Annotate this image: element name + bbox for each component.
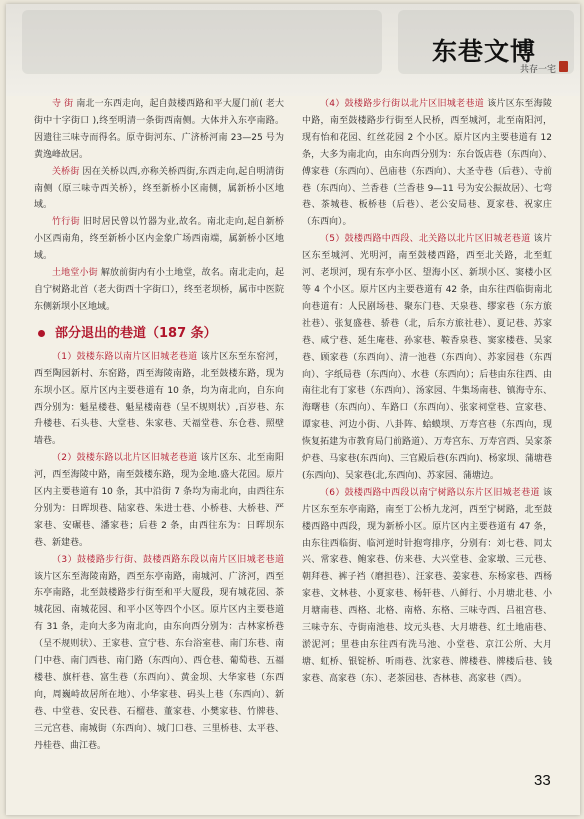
- brand-title: 东巷文博: [431, 37, 536, 66]
- section-item-5: （5）鼓楼西路中西段、北关路以北片区旧城老巷道 该片区东至城河、光明河，南至鼓楼西路，西至北关路，北至虹河、老坝河，现有东亭小区、望海小区、新坝小区、窦楼小区等 4 个小区。原片区内主要巷道有 42 条，由东往西临街南北向巷道有：人民剧场巷、聚东门巷、天泉巷、缪家巷（东方旅社巷）、张复盛巷、骄巷（北，后东方旅社巷）、夏记巷、苏家巷、咸宁巷、延生庵巷、孙家巷、鞍香泉巷、窦家楼巷、吴家巷、顾家巷（东西向）、清一池巷（东西向）、苏家园巷（东西向）、字纸局巷（东西向）、水巷（东西向）；后巷由东往西、由南往北有丁家巷（东西向）、汤家园、牛集场南巷、镇海寺东、海曙巷（东西向）、车路口（东西向）、张家祠堂巷、宣家巷、谭家巷、河边小街、八卦阵、蛤蟆坝、万寿宫巷（东西向，现恢复拓建为市教育局门前路道）、万寿宫东、万寿宫西、吴家茶炉巷、马家巷(东西向)、三官殿后巷(东西向)、杨家坝、蒲塘巷(东西向)、吴家巷(北,东西向)、苏家园、蒲塘边。: [302, 234, 552, 481]
- page-number: 33: [534, 772, 551, 789]
- term-zhuhang-jie: 竹行街: [52, 217, 80, 228]
- page: [6, 4, 580, 815]
- section-item-2: （2）鼓楼东路以北片区旧城老巷道 该片区东、北至南阳河，西至海陵中路，南至鼓楼东路，现为金地.盛大花园。原片区内主要巷道有 10 条，其中沿街 7 条均为南北向，由西往东分别为：日晖坝巷、陆家巷、朱进士巷、小桥巷、大桥巷、严家巷、安碾巷、潘家巷；后巷 2 条，由西往东为：日晖坝东巷、新建巷。: [34, 453, 284, 548]
- paragraph-tudi-tang: 土地堂小街 解放前街内有小土地堂，故名。南北走向，起自宁树路北首（老大街西十字街口），终至老坝桥，属市中医院东侧新坝小区地域。: [34, 268, 284, 312]
- right-column: [302, 96, 552, 688]
- bullet-dot-icon: [38, 330, 45, 337]
- section-item-3: （3）鼓楼路步行街、鼓楼西路东段以南片区旧城老巷道 该片区东至海陵南路，西至东亭南路，南城河、广济河，西至东亭南路，北至鼓楼路步行街至和平大厦段，现有城花园、茶城花园、南城花园、和平小区等四个小区。原片区内主要巷道有 31 条，走向大多为南北向，由东向西分别为：古林家桥巷（呈不规则状）、王家巷、宣宁巷、东台浴室巷、南门东巷、南门中巷、南门西巷、南门路（东西向）、西仓巷、葡萄巷、五福楼巷、旗杆巷、富生巷（东西向）、黄金坝、大华家巷（东西向，周巍峙故居所在地）、小华家巷、码头上巷（东西向）、新巷、中堂巷、安民巷、石榴巷、董家巷、小樊家巷、竹牌巷、三元宫巷、南城街（东西向）、城门口巷、三里桥巷、太平巷、丹桂巷、曲江巷。: [34, 554, 284, 751]
- section-title: 部分退出的巷道（187 条）: [34, 325, 284, 343]
- paragraph-guanqiao-jie: 关桥街 因在关桥以西,亦称关桥西街,东西走向,起自明清街南侧（原三味寺西关桥），终至新桥小区南侧，属新桥小区地域。: [34, 166, 284, 211]
- term-tudi-tang: 土地堂小街: [52, 268, 98, 279]
- section-item-6: （6）鼓楼西路中西段以南宁树路以东片区旧城老巷道 该片区东至东亭南路，南至丁公桥九龙河，西至宁树路，北至鼓楼西路中西段，现为新桥小区。原片区内主要巷道有 47 条，由东往西临街、临河逆时针抱弯排序，分别有：刘七巷、同太兴、常家巷、鲍家巷、仿来巷、大兴堂巷、金家墩、三元巷、朝拜巷、裤子裆（磨担巷）、汪家巷、姜家巷、东杨家巷、西杨家巷、文林巷、小夏家巷、杨轩巷、八鲜行、小月塘北巷、小月塘南巷、西格、北格、南格、东格、三味寺西、吕祖宫巷、三味寺东、寺街南池巷、坟元头巷、大月塘巷、红土地庙巷、淤泥河；里巷由东往西有洗马池、小堂巷、京江公所、大月塘、虹桥、银锭桥、听雨巷、沈家巷、牌楼巷、牌楼后巷、钱家巷、高家巷（东）、老茶园巷、杏林巷、高家巷（西）。: [302, 487, 552, 684]
- brand-signature: 共存一宅: [519, 65, 556, 75]
- term-si-jie: 寺 街: [52, 99, 74, 109]
- section-item-1: （1）鼓楼东路以南片区旧城老巷道 该片区东至东窑河，西至陶园新村、东窑路，西至海陵南路，北至鼓楼东路，现为东坝小区。原片区内主要巷道有 10 条，均为南北向，自东向西分别为：魁星楼巷、魁星楼南巷（呈不规则状）,百岁巷、东升楼巷、石头巷、大堂巷、朱家巷、天福堂巷、东仓巷、照壁墙巷。: [34, 351, 284, 447]
- term-guanqiao-jie: 关桥街: [52, 166, 80, 177]
- left-column: [34, 96, 284, 755]
- section-item-4: （4）鼓楼路步行街以北片区旧城老巷道 该片区东至海陵中路，南至鼓楼路步行街至人民桥，西至城河，北至南阳河，现有怡和花园、红丝花园 2 个小区。原片区内主要巷道有 12 条，大多为南北向，由东向西分别为：东台饭店巷（东西向）、傅家巷（东西向）、邑庙巷（东西向）、大圣寺巷（后巷）、寺前巷（东西向）、兰香巷（兰香巷 9—11 号为安公振故居）、七弯巷、茶城巷、板桥巷（后巷）、老公安局巷、夏家巷、祝家庄（东西向）。: [302, 99, 552, 228]
- header-watermark: [22, 10, 382, 74]
- paragraph-si-jie: 寺 街 南北一东西走向，起自鼓楼西路和平大厦门前( 老大街中十字街口 ),终至明清一条街西南侧。大体并入东亭南路。因遗往三味寺而得名。原寺街河东、广济桥河南 23—25 号为黄逸峰故居。: [34, 99, 284, 160]
- paragraph-zhuhang-jie: 竹行街 旧时居民曾以竹器为业,故名。南北走向,起自新桥小区西南角，终至新桥小区内金象广场西南端，属新桥小区地域。: [34, 217, 284, 262]
- header-band: [6, 4, 580, 96]
- red-seal-icon: [559, 61, 568, 72]
